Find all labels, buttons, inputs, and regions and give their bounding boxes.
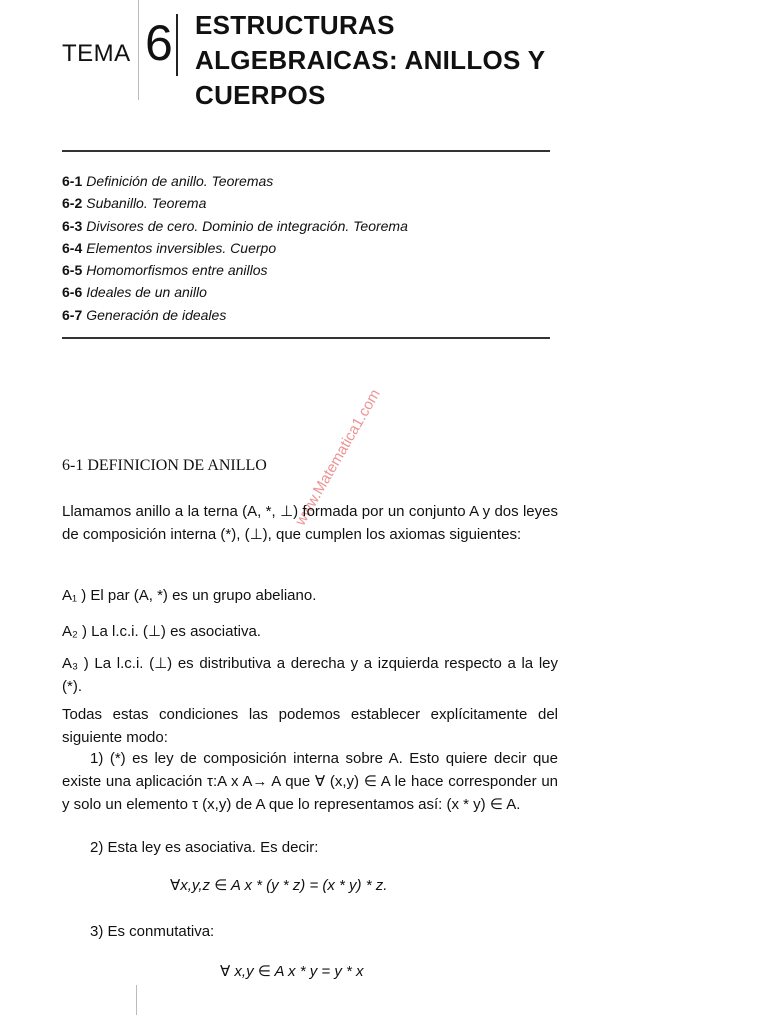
toc-item: 6-1 Definición de anillo. Teoremas: [62, 173, 274, 189]
section-heading: 6-1 DEFINICION DE ANILLO: [62, 457, 267, 474]
toc-item: 6-5 Homomorfismos entre anillos: [62, 262, 268, 279]
toc-item: 6-6 Ideales de un anillo: [62, 284, 207, 301]
scan-artifact: [138, 0, 139, 100]
toc-item: 6-2 Subanillo. Teorema: [62, 195, 207, 212]
axiom-a2: A₂ ) La l.c.i. (⊥) es asociativa.: [62, 623, 261, 640]
formula-associative: ∀x,y,z ∈ A x * (y * z) = (x * y) * z.: [170, 877, 388, 894]
toc-top-rule: [62, 150, 550, 152]
toc-item: 6-4 Elementos inversibles. Cuerpo: [62, 239, 277, 256]
axiom-a3: A₃ ) La l.c.i. (⊥) es distributiva a derecha y a izquierda respecto a la ley (*).: [62, 655, 558, 695]
chapter-title-line-2: ALGEBRAICAS: ANILLOS Y: [195, 45, 546, 75]
tema-label: TEMA: [62, 40, 131, 67]
condition-item-2: 2) Esta ley es asociativa. Es decir:: [90, 839, 319, 856]
table-of-contents: [62, 170, 582, 326]
tema-number: 6: [145, 15, 173, 71]
scan-artifact: [136, 985, 137, 1015]
tema-divider: [176, 14, 178, 76]
intro-paragraph: Llamamos anillo a la terna (A, *, ⊥) formada por un conjunto A y dos leyes de composición interna (*), (⊥), que cumplen los axiomas siguientes:: [62, 503, 558, 543]
formula-commutative: ∀ x,y ∈ A x * y = y * x: [220, 963, 364, 980]
watermark: www.Matematica1.com: [292, 386, 384, 529]
toc-item: 6-7 Generación de ideales: [62, 306, 227, 323]
chapter-title: [195, 8, 545, 113]
chapter-title-line-1: ESTRUCTURAS: [195, 10, 395, 40]
condition-item-3: 3) Es conmutativa:: [90, 923, 215, 940]
toc-item: 6-3 Divisores de cero. Dominio de integración. Teorema: [62, 217, 408, 234]
condition-item-1: 1) (*) es ley de composición interna sobre A. Esto quiere decir que existe una aplicación τ:A x A→ A que ∀ (x,y) ∈ A le hace corresponder un y solo un elemento τ (x,y) de A que lo representamos así: (x * y) ∈ A.: [62, 750, 558, 813]
toc-bottom-rule: [62, 337, 550, 339]
axiom-a1: A₁ ) El par (A, *) es un grupo abeliano.: [62, 587, 317, 604]
conditions-paragraph: Todas estas condiciones las podemos establecer explícitamente del siguiente modo:: [62, 706, 558, 746]
chapter-title-line-3: CUERPOS: [195, 80, 326, 110]
